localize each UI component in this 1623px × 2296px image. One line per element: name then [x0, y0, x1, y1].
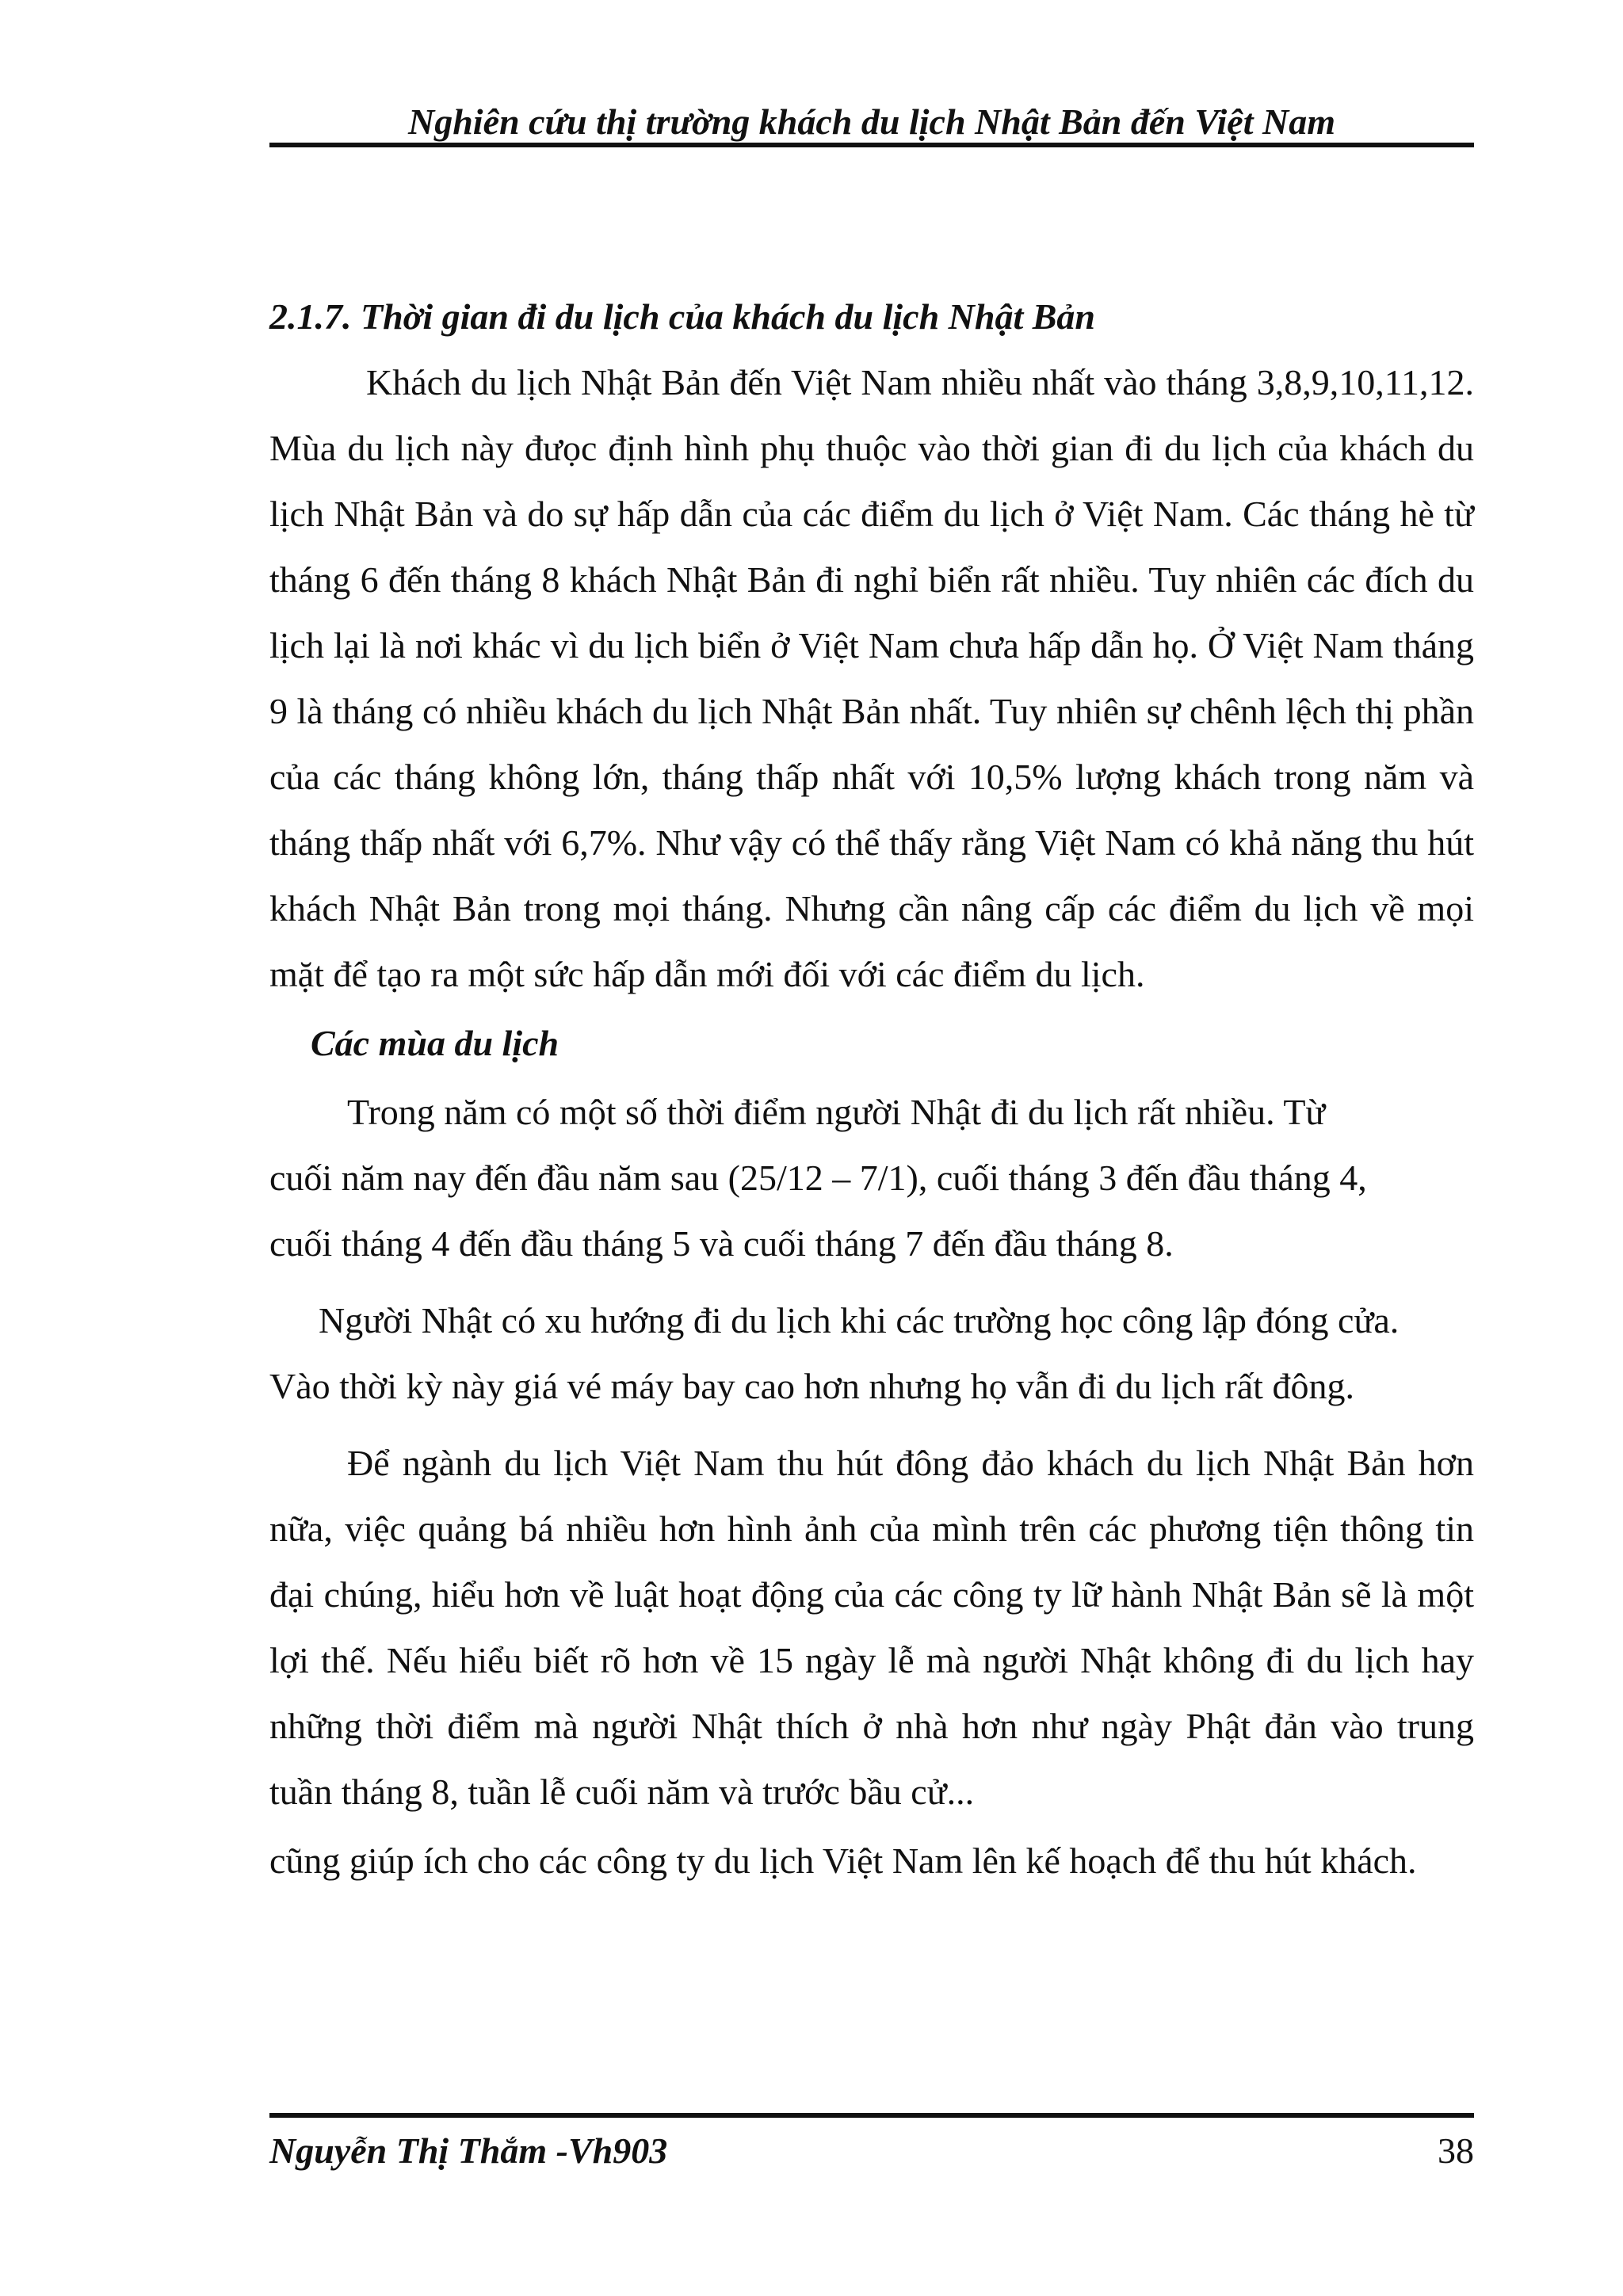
paragraph-line: cuối năm nay đến đầu năm sau (25/12 – 7/1), cuối tháng 3 đến đầu tháng 4, — [269, 1158, 1367, 1198]
body-text — [269, 284, 1474, 1894]
subsection-heading: Các mùa du lịch — [311, 1023, 559, 1063]
paragraph-line: cuối tháng 4 đến đầu tháng 5 và cuối tháng 7 đến đầu tháng 8. — [269, 1223, 1174, 1264]
paragraph-line: Vào thời kỳ này giá vé máy bay cao hơn nhưng họ vẫn đi du lịch rất đông. — [269, 1366, 1354, 1406]
header-rule — [269, 143, 1474, 147]
footer-rule — [269, 2113, 1474, 2118]
section-paragraph: Khách du lịch Nhật Bản đến Việt Nam nhiều nhất vào tháng 3,8,9,10,11,12. Mùa du lịch này đưọc định hình phụ thuộc vào thời gian đi du lịch của khách du lịch Nhật Bản và do sự hấp dẫn của các điểm du lịch ở Việt Nam. Các tháng hè từ tháng 6 đến tháng 8 khách Nhật Bản đi nghỉ biển rất nhiều. Tuy nhiên các đích du lịch lại là nơi khác vì du lịch biển ở Việt Nam chưa hấp dẫn họ. Ở Việt Nam tháng 9 là tháng có nhiều khách du lịch Nhật Bản nhất. Tuy nhiên sự chênh lệch thị phần của các tháng không lớn, tháng thấp nhất với 10,5% lượng khách trong năm và tháng thấp nhất với 6,7%. Như vậy có thể thấy rằng Việt Nam có khả năng thu hút khách Nhật Bản trong mọi tháng. Nhưng cần nâng cấp các điểm du lịch về mọi mặt để tạo ra một sức hấp dẫn mới đối với các điểm du lịch. — [269, 362, 1474, 994]
running-header-title: Nghiên cứu thị trường khách du lịch Nhật Bản đến Việt Nam — [408, 101, 1335, 142]
subsection-paragraph-1 — [269, 1079, 1474, 1276]
paragraph-line: Người Nhật có xu hướng đi du lịch khi các trường học công lập đóng cửa. — [319, 1300, 1400, 1341]
subsection-paragraph-4: cũng giúp ích cho các công ty du lịch Việt Nam lên kế hoạch để thu hút khách. — [269, 1840, 1417, 1881]
footer-author: Nguyễn Thị Thắm -Vh903 — [269, 2130, 668, 2171]
subsection-paragraph-2 — [269, 1287, 1474, 1419]
section-heading: 2.1.7. Thời gian đi du lịch của khách du lịch Nhật Bản — [269, 296, 1096, 337]
subsection-paragraph-3: Để ngành du lịch Việt Nam thu hút đông đảo khách du lịch Nhật Bản hơn nữa, việc quảng bá nhiều hơn hình ảnh của mình trên các phương tiện thông tin đại chúng, hiểu hơn về luật hoạt động của các công ty lữ hành Nhật Bản sẽ là một lợi thế. Nếu hiểu biết rõ hơn về 15 ngày lễ mà người Nhật không đi du lịch hay những thời điểm mà người Nhật thích ở nhà hơn như ngày Phật đản vào trung tuần tháng 8, tuần lễ cuối năm và trước bầu cử... — [269, 1443, 1474, 1812]
page-number: 38 — [1438, 2130, 1474, 2171]
paragraph-line: Trong năm có một số thời điểm người Nhật đi du lịch rất nhiều. Từ — [347, 1092, 1326, 1132]
